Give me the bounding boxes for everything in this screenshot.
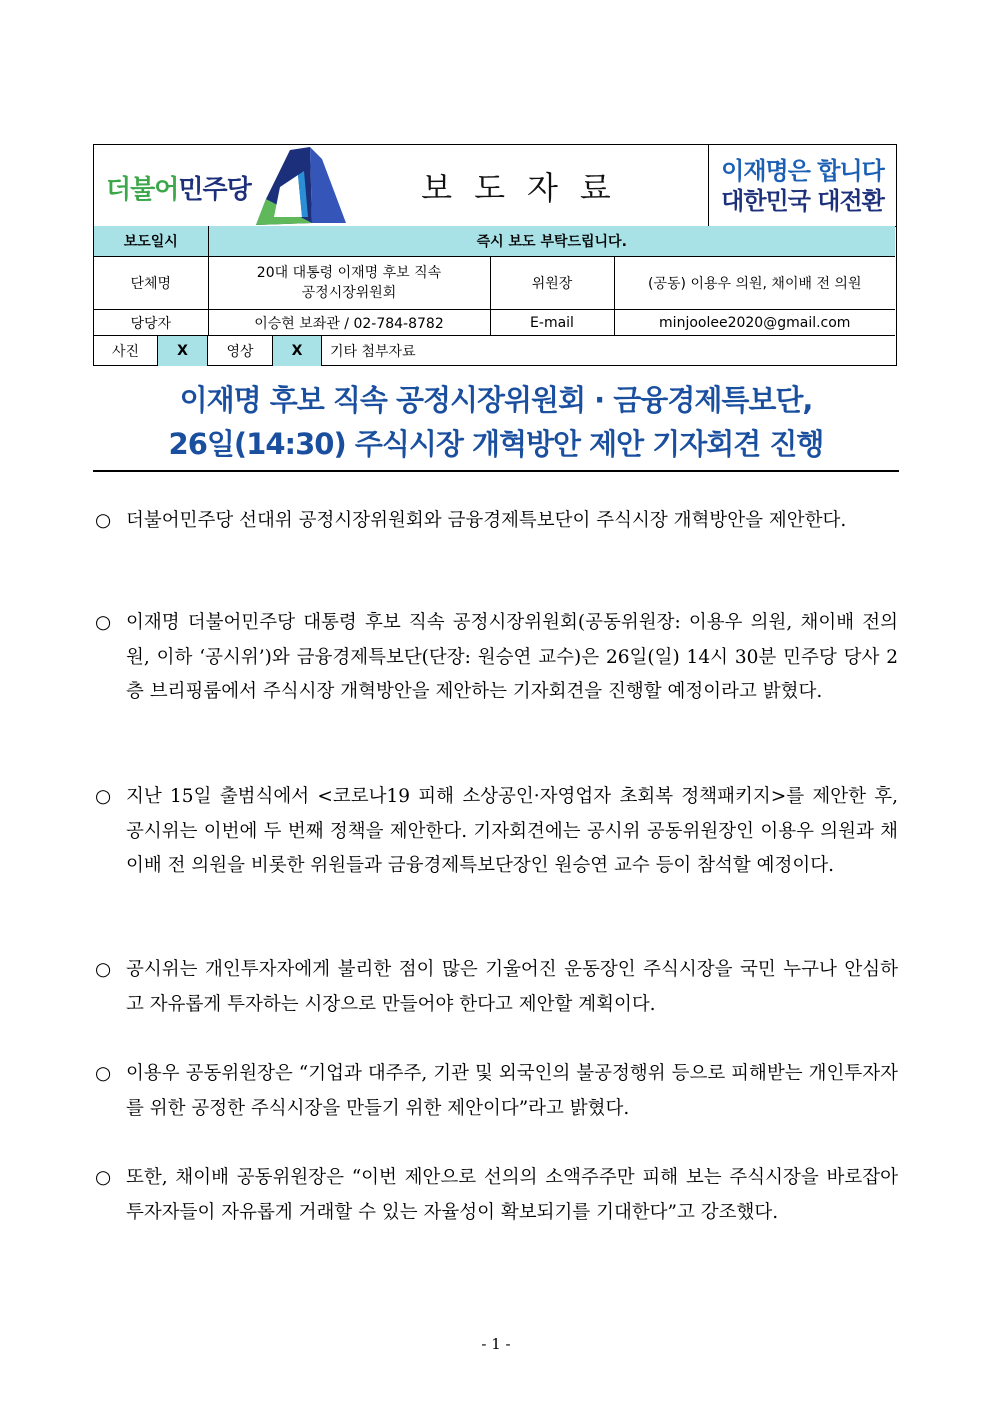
slogan-line-1: 이재명은 합니다 (721, 156, 884, 185)
info-table (94, 226, 895, 366)
org-value (208, 257, 490, 310)
table-row (94, 336, 895, 367)
other-attachments-label: 기타 첨부자료 (330, 344, 416, 360)
campaign-slogan (708, 145, 896, 226)
press-header-box (93, 144, 897, 366)
table-row (94, 226, 895, 257)
party-logo-icon (252, 147, 348, 225)
org-value-line-1: 20대 대통령 이재명 후보 직속 (256, 265, 442, 281)
attachments-cell (94, 336, 895, 367)
bullet-icon: ○ (95, 510, 112, 531)
paragraph-text: 더불어민주당 선대위 공정시장위원회와 금융경제특보단이 주식시장 개혁방안을 제안한다. (126, 510, 847, 531)
paragraph-1 (95, 504, 898, 539)
bullet-icon: ○ (95, 959, 112, 980)
email-value[interactable]: minjoolee2020@gmail.com (614, 310, 895, 336)
header-top-row (94, 145, 896, 227)
video-label: 영상 (208, 336, 273, 366)
bullet-icon: ○ (95, 1167, 112, 1188)
title-text: 보도자료 (421, 168, 633, 207)
video-mark: X (273, 336, 322, 366)
paragraph-text: 또한, 채이배 공동위원장은 “이번 제안으로 선의의 소액주주만 피해 보는 주식시장을 바로잡아 투자자들이 자유롭게 거래할 수 있는 자율성이 확보되기를 기대한다”고 강조했다. (126, 1167, 898, 1223)
photo-label: 사진 (94, 336, 158, 366)
headline (93, 378, 899, 466)
table-row (94, 310, 895, 336)
paragraph-text: 공시위는 개인투자자에게 불리한 점이 많은 기울어진 운동장인 주식시장을 국민 누구나 안심하고 자유롭게 투자하는 시장으로 만들어야 한다고 제안할 계획이다. (126, 959, 898, 1015)
paragraph-5 (95, 1057, 898, 1126)
paragraph-6 (95, 1161, 898, 1230)
chair-label: 위원장 (490, 257, 614, 310)
press-release-title (352, 145, 702, 226)
headline-line-1: 이재명 후보 직속 공정시장위원회 · 금융경제특보단, (179, 383, 813, 417)
party-name-suffix: 민주당 (178, 175, 251, 205)
date-label: 보도일시 (94, 226, 208, 257)
bullet-icon: ○ (95, 612, 112, 633)
staff-value: 이승현 보좌관 / 02-784-8782 (208, 310, 490, 336)
paragraph-text: 지난 15일 출범식에서 <코로나19 피해 소상공인·자영업자 초회복 정책패키지>를 제안한 후, 공시위는 이번에 두 번째 정책을 제안한다. 기자회견에는 공시위 공동위원장인 이용우 의원과 채이배 전 의원을 비롯한 위원들과 금융경제특보단장인 원승연 교수 등이 참석할 예정이다. (126, 786, 898, 876)
staff-label: 당당자 (94, 310, 208, 336)
date-value: 즉시 보도 부탁드립니다. (208, 226, 895, 257)
paragraph-text: 이재명 더불어민주당 대통령 후보 직속 공정시장위원회(공동위원장: 이용우 의원, 채이배 전의원, 이하 ‘공시위’)와 금융경제특보단(단장: 원승연 교수)은 26일(일) 14시 30분 민주당 당사 2층 브리핑룸에서 주식시장 개혁방안을 제안하는 기자회견을 진행할 예정이라고 밝혔다. (126, 612, 898, 702)
org-value-line-2: 공정시장위원회 (301, 285, 397, 301)
bullet-icon: ○ (95, 786, 112, 807)
attachments-row (94, 336, 895, 366)
party-logo (94, 145, 352, 226)
slogan-line-2: 대한민국 대전환 (721, 186, 884, 215)
bullet-icon: ○ (95, 1063, 112, 1084)
chair-value: (공동) 이용우 의원, 채이배 전 의원 (614, 257, 895, 310)
paragraph-4 (95, 953, 898, 1022)
headline-line-2: 26일(14:30) 주식시장 개혁방안 제안 기자회견 진행 (168, 427, 824, 461)
paragraph-text: 이용우 공동위원장은 “기업과 대주주, 기관 및 외국인의 불공정행위 등으로 피해받는 개인투자자를 위한 공정한 주식시장을 만들기 위한 제안이다”라고 밝혔다. (126, 1063, 898, 1119)
email-label: E-mail (490, 310, 614, 336)
divider (93, 470, 899, 472)
party-name-prefix: 더불어 (106, 175, 179, 205)
paragraph-2 (95, 606, 898, 710)
page-number: - 1 - (481, 1335, 511, 1353)
table-row (94, 257, 895, 310)
party-name (106, 169, 251, 206)
photo-mark: X (158, 336, 208, 366)
paragraph-3 (95, 780, 898, 884)
org-label: 단체명 (94, 257, 208, 310)
